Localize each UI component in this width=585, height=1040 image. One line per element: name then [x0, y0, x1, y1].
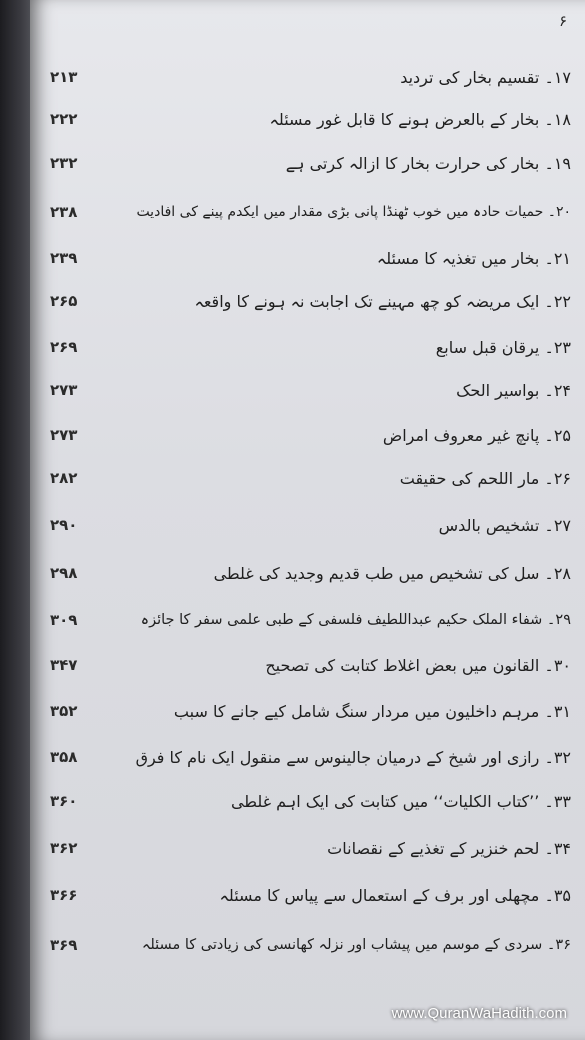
toc-page-number: ۲۷۳ [50, 381, 78, 399]
table-of-contents [30, 0, 585, 1040]
toc-title: ۲۷۔ تشخیص بالدس [438, 515, 571, 535]
toc-title: ۱۹۔ بخار کی حرارت بخار کا ازالہ کرتی ہے [285, 153, 571, 173]
book-page [30, 0, 585, 1040]
toc-page-number: ۲۲۲ [50, 110, 78, 128]
toc-page-number: ۲۶۹ [50, 338, 78, 356]
toc-page-number: ۲۹۸ [50, 564, 78, 582]
toc-title: ۳۳۔ ’’کتاب الکلیات‘‘ میں کتابت کی ایک اہم غلطی [230, 791, 571, 811]
toc-row [50, 197, 571, 227]
toc-row [50, 243, 571, 273]
toc-page-number: ۲۳۲ [50, 154, 78, 172]
toc-row [50, 375, 571, 405]
toc-title: ۲۶۔ مار اللحم کی حقیقت [399, 468, 571, 488]
toc-row [50, 650, 571, 680]
toc-title: ۲۹۔ شفاء الملک حکیم عبداللطیف فلسفی کے طبی علمی سفر کا جائزہ [140, 612, 571, 628]
toc-page-number: ۳۶۹ [50, 936, 78, 954]
toc-page-number: ۲۳۹ [50, 249, 78, 267]
toc-page-number: ۳۶۶ [50, 886, 78, 904]
toc-title: ۲۸۔ سل کی تشخیص میں طب قدیم وجدید کی غلطی [213, 563, 571, 583]
toc-row [50, 930, 571, 960]
toc-row [50, 605, 571, 635]
toc-title: ۲۳۔ یرقان قبل سابع [435, 337, 571, 357]
toc-page-number: ۲۸۲ [50, 469, 78, 487]
toc-row [50, 742, 571, 772]
toc-title: ۱۷۔ تقسیم بخار کی تردید [400, 67, 571, 87]
toc-page-number: ۳۵۲ [50, 702, 78, 720]
toc-title: ۲۴۔ بواسیر الحک [456, 380, 571, 400]
toc-page-number: ۳۵۸ [50, 748, 78, 766]
toc-page-number: ۳۶۲ [50, 839, 78, 857]
toc-title: ۳۲۔ رازی اور شیخ کے درمیان جالینوس سے منقول ایک نام کا فرق [135, 747, 571, 767]
toc-page-number: ۳۰۹ [50, 611, 78, 629]
toc-row [50, 148, 571, 178]
toc-row [50, 104, 571, 134]
toc-page-number: ۳۶۰ [50, 792, 78, 810]
toc-row [50, 286, 571, 316]
toc-row [50, 880, 571, 910]
toc-row [50, 833, 571, 863]
toc-title: ۳۵۔ مچھلی اور برف کے استعمال سے پیاس کا مسئلہ [219, 885, 571, 905]
book-spine-shadow [0, 0, 34, 1040]
toc-row [50, 420, 571, 450]
toc-row [50, 558, 571, 588]
toc-row [50, 463, 571, 493]
toc-page-number: ۳۴۷ [50, 656, 78, 674]
toc-title: ۲۱۔ بخار میں تغذیہ کا مسئلہ [376, 248, 571, 268]
website-watermark: www.QuranWaHadith.com [391, 1005, 567, 1022]
toc-title: ۲۰۔ حمیات حادہ میں خوب ٹھنڈا پانی بڑی مقدار میں ایکدم پینے کی افادیت [136, 204, 571, 220]
toc-title: ۳۴۔ لحم خنزیر کے تغذیے کے نقصانات [327, 838, 571, 858]
toc-title: ۳۱۔ مرہم داخلیون میں مردار سنگ شامل کیے جانے کا سبب [173, 701, 571, 721]
toc-title: ۱۸۔ بخار کے بالعرض ہونے کا قابل غور مسئلہ [269, 109, 571, 129]
toc-row [50, 62, 571, 92]
toc-row [50, 510, 571, 540]
page-number: ۶ [558, 12, 567, 30]
toc-page-number: ۲۹۰ [50, 516, 78, 534]
toc-page-number: ۲۱۳ [50, 68, 78, 86]
toc-row [50, 332, 571, 362]
toc-title: ۲۲۔ ایک مریضہ کو چھ مہینے تک اجابت نہ ہونے کا واقعہ [194, 291, 571, 311]
toc-row [50, 786, 571, 816]
toc-page-number: ۲۷۳ [50, 426, 78, 444]
toc-row [50, 696, 571, 726]
toc-title: ۲۵۔ پانچ غیر معروف امراض [382, 425, 571, 445]
toc-title: ۳۰۔ القانون میں بعض اغلاط کتابت کی تصحیح [265, 655, 571, 675]
toc-title: ۳۶۔ سردی کے موسم میں پیشاب اور نزلہ کھانسی کی زیادتی کا مسئلہ [141, 937, 571, 953]
toc-page-number: ۲۶۵ [50, 292, 78, 310]
toc-page-number: ۲۳۸ [50, 203, 78, 221]
